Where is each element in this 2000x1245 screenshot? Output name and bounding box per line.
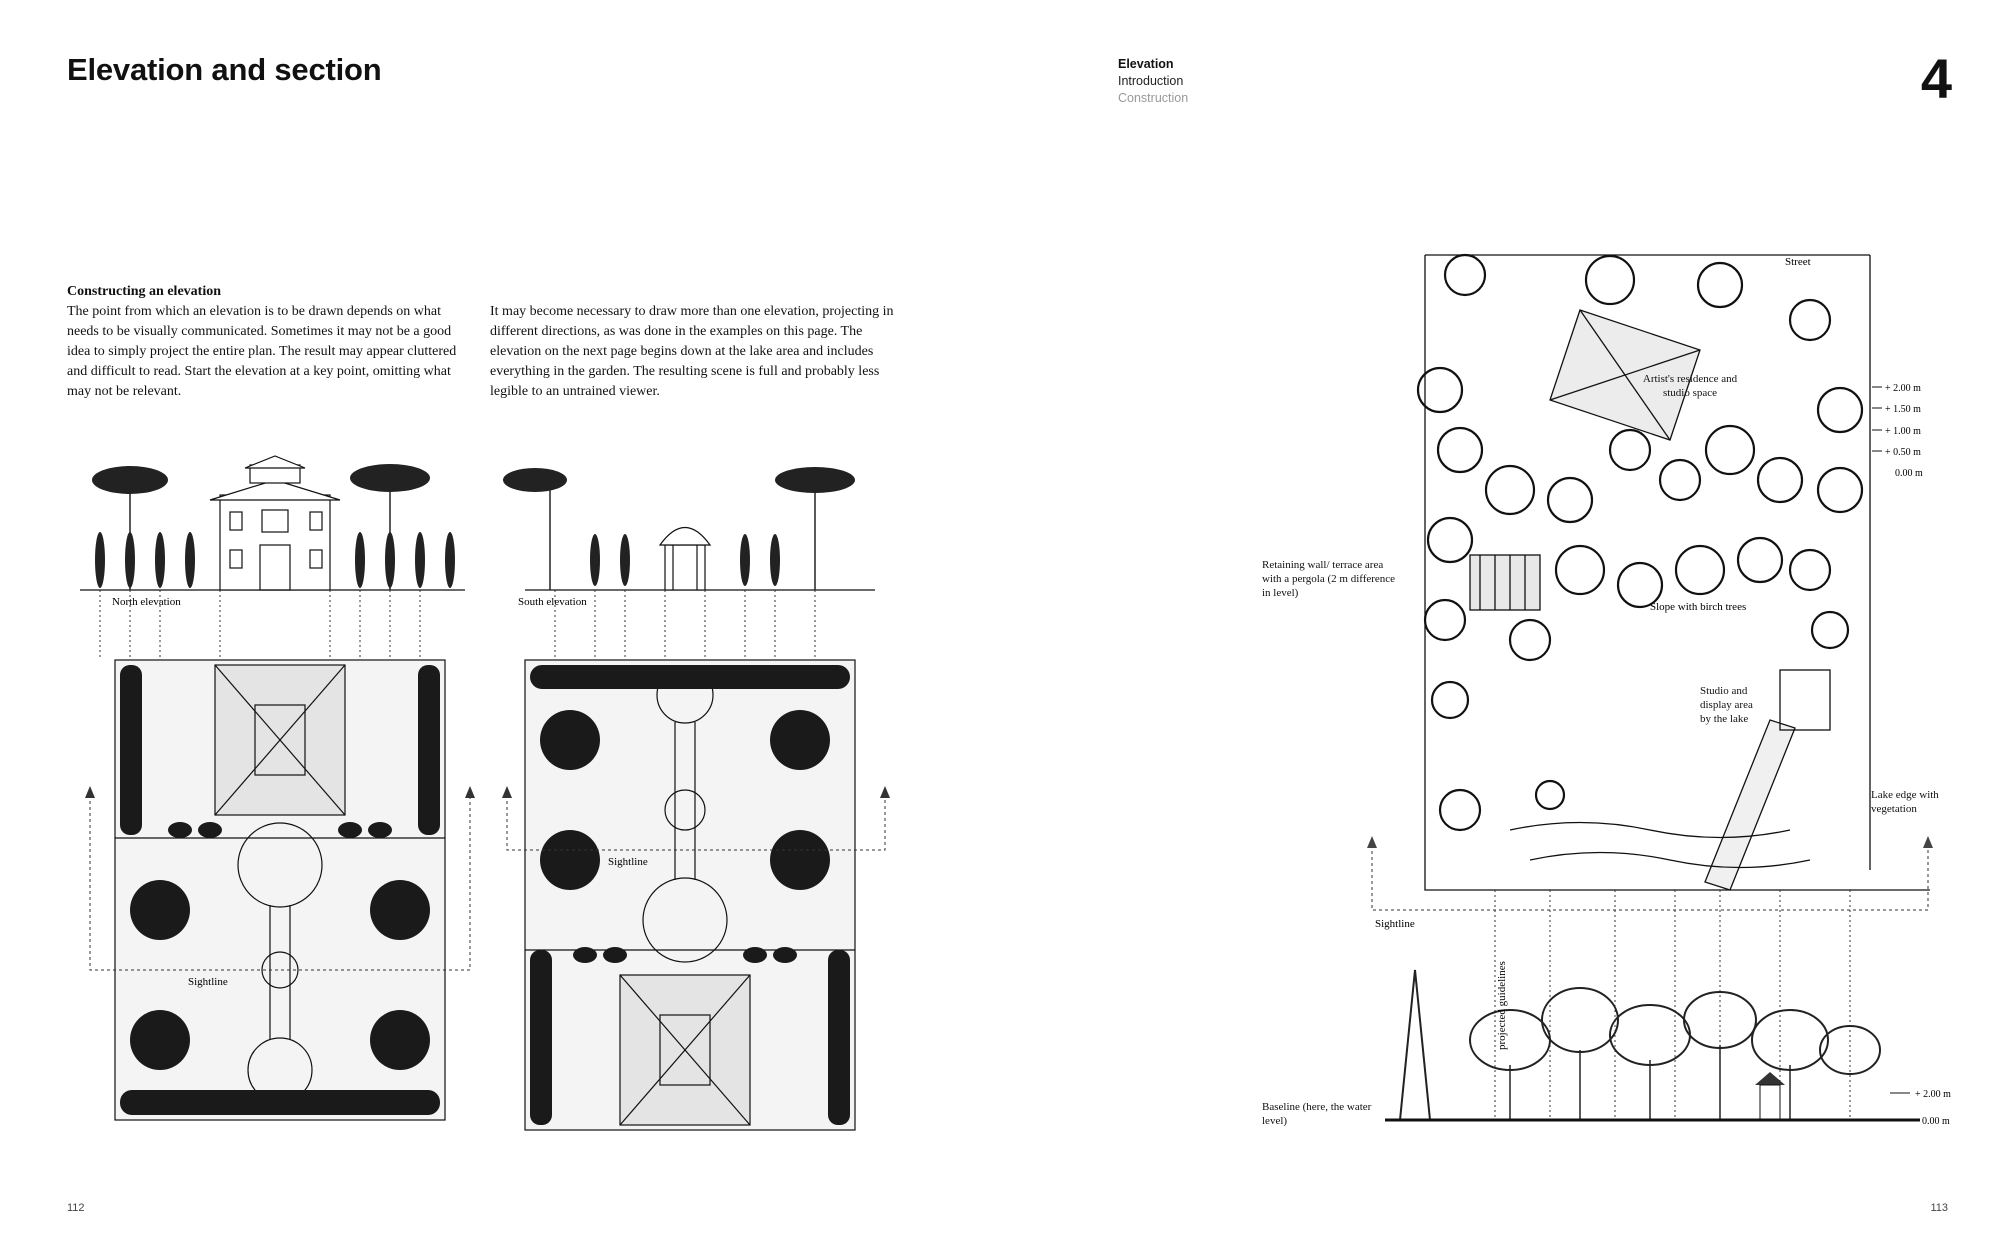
label-lake-edge: Lake edge with vegetation [1871,789,1939,815]
section-level-top: + 2.00 m [1915,1089,1951,1100]
text-column-2 [490,302,900,402]
label-baseline: Baseline (here, the water level) [1262,1101,1372,1127]
section-level-base: 0.00 m [1922,1116,1950,1127]
nav-item-elevation[interactable]: Elevation [1118,57,1174,71]
level-label-2: + 1.50 m [1885,404,1921,415]
level-label-3: + 1.00 m [1885,426,1921,437]
label-sightline: Sightline [1375,918,1415,930]
section-heading: Constructing an elevation [67,284,221,299]
label-street: Street [1785,256,1811,268]
site-plan-section-figure [1250,250,1970,1140]
level-label-5: 0.00 m [1895,468,1923,479]
nav-item-construction[interactable]: Construction [1118,91,1189,105]
page-number-left: 112 [67,1202,85,1214]
label-retaining-wall: Retaining wall/ terrace area with a pergola (2 m difference in level) [1262,559,1396,599]
north-elevation-label: North elevation [112,596,181,608]
page-number-right: 113 [1930,1202,1948,1214]
label-residence: Artist's residence and studio space [1642,373,1738,399]
label-studio: Studio and display area by the lake [1700,685,1753,725]
south-elevation-figure [495,450,895,1140]
chapter-nav [1118,56,1188,107]
south-elevation-label: South elevation [518,596,587,608]
label-projected-guidelines: projected guidelines [1496,961,1508,1050]
paragraph-1: The point from which an elevation is to be drawn depends on what needs to be visually communicated. Sometimes it may not be a good idea to simply project the entire plan. The result may appear cluttered and difficult to read. Start the elevation at a key point, omitting what may not be relevant. [67,304,457,399]
text-column-1 [67,282,467,402]
north-sightline-label: Sightline [188,976,228,988]
north-elevation-figure [70,450,490,1130]
chapter-number: 4 [1920,47,1952,110]
label-slope: Slope with birch trees [1650,601,1747,613]
page-title: Elevation and section [67,52,382,87]
south-sightline-label: Sightline [608,856,648,868]
paragraph-2: It may become necessary to draw more than one elevation, projecting in different directions, as was done in the examples on this page. The elevation on the next page begins down at the lake area and includes everything in the garden. The resulting scene is full and probably less legible to an untrained viewer. [490,304,894,399]
level-label-1: + 2.00 m [1885,383,1921,394]
nav-item-introduction[interactable]: Introduction [1118,74,1184,88]
level-label-4: + 0.50 m [1885,447,1921,458]
